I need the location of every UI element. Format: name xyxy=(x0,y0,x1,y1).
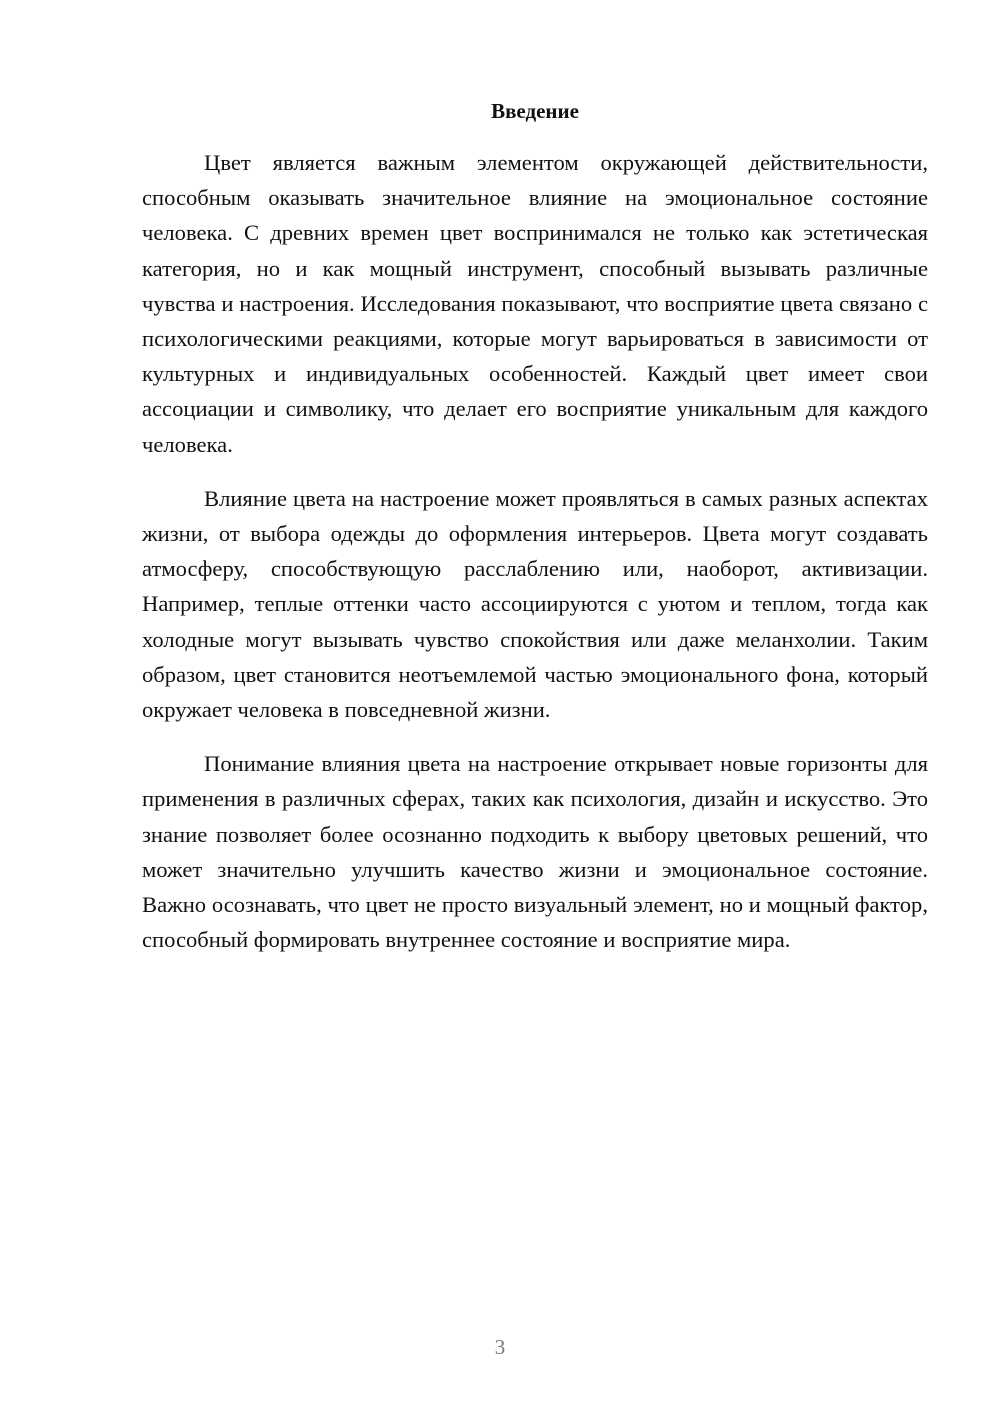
paragraph-3: Понимание влияния цвета на настроение открывает новые горизонты для применения в различных сферах, таких как психология, дизайн и искусство. Это знание позволяет более осознанно подходить к выбору цветовых решений, что может значительно улучшить качество жизни и эмоциональное состояние. Важно осознавать, что цвет не просто визуальный элемент, но и мощный фактор, способный формировать внутреннее состояние и восприятие мира. xyxy=(142,751,928,953)
page-number: 3 xyxy=(494,1335,506,1359)
body-text xyxy=(142,145,928,976)
paragraph-1: Цвет является важным элементом окружающей действительности, способным оказывать значительное влияние на эмоциональное состояние человека. С древних времен цвет воспринимался не только как эстетическая категория, но и как мощный инструмент, способный вызывать различные чувства и настроения. Исследования показывают, что восприятие цвета связано с психологическими реакциями, которые могут варьироваться в зависимости от культурных и индивидуальных особенностей. Каждый цвет имеет свои ассоциации и символику, что делает его восприятие уникальным для каждого человека. xyxy=(142,150,928,457)
section-title: Введение xyxy=(491,99,579,123)
paragraph-2: Влияние цвета на настроение может проявляться в самых разных аспектах жизни, от выбора одежды до оформления интерьеров. Цвета могут создавать атмосферу, способствующую расслаблению или, наоборот, активизации. Например, теплые оттенки часто ассоциируются с уютом и теплом, тогда как холодные могут вызывать чувство спокойствия или даже меланхолии. Таким образом, цвет становится неотъемлемой частью эмоционального фона, который окружает человека в повседневной жизни. xyxy=(142,485,928,723)
